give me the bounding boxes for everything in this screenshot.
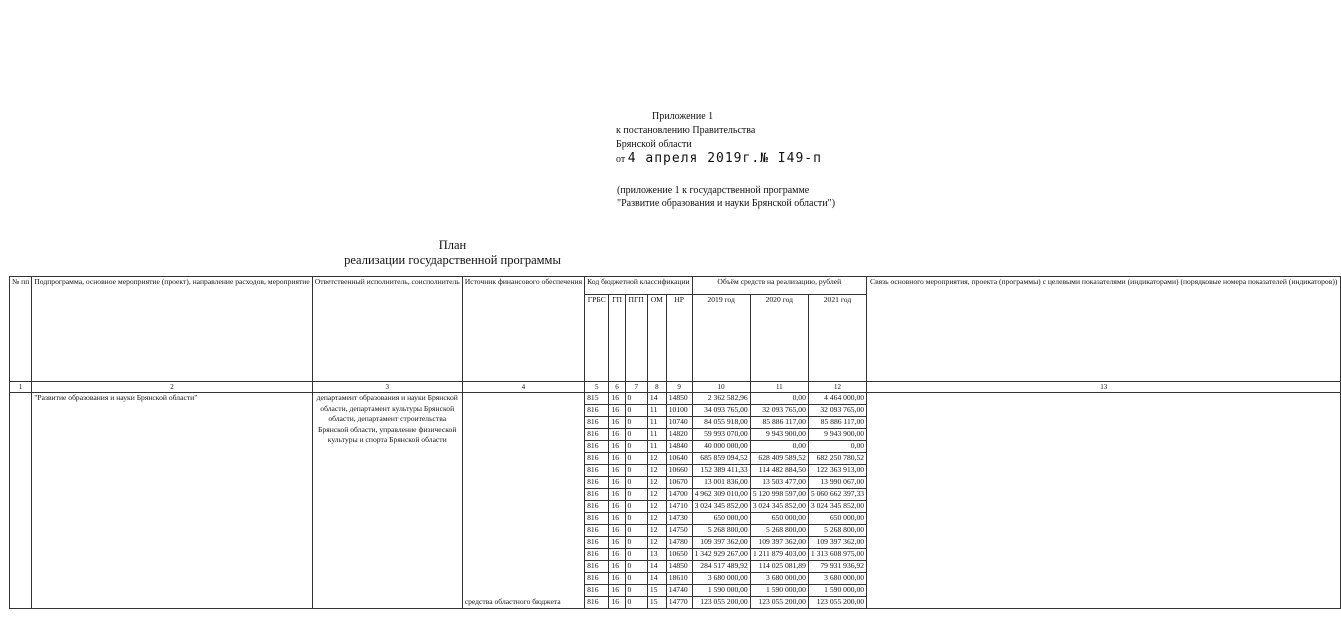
cell-y2020: 114 025 081,89 (750, 561, 808, 573)
cell-y2021: 122 363 913,00 (808, 465, 866, 477)
cell-gp: 16 (609, 393, 625, 405)
col-number: 12 (808, 382, 866, 393)
cell-om: 14 (647, 573, 666, 585)
cell-y2020: 3 024 345 852,00 (750, 501, 808, 513)
title-line2: реализации государственной программы (344, 253, 561, 267)
cell-grbs: 816 (585, 417, 609, 429)
cell-gp: 16 (609, 537, 625, 549)
cell-om: 11 (647, 417, 666, 429)
col-number: 5 (585, 382, 609, 393)
cell-gp: 16 (609, 429, 625, 441)
col-number: 10 (692, 382, 750, 393)
cell-gp: 16 (609, 525, 625, 537)
cell-gp: 16 (609, 441, 625, 453)
cell-nr: 14820 (666, 429, 692, 441)
cell-pgp: 0 (625, 465, 647, 477)
col-number: 9 (666, 382, 692, 393)
cell-nr: 18610 (666, 573, 692, 585)
cell-gp: 16 (609, 477, 625, 489)
cell-pgp: 0 (625, 405, 647, 417)
header-num: № пп (10, 277, 32, 382)
cell-om: 15 (647, 585, 666, 597)
cell-y2019: 5 268 800,00 (692, 525, 750, 537)
cell-y2021: 9 943 900,00 (808, 429, 866, 441)
cell-gp: 16 (609, 489, 625, 501)
cell-y2020: 123 055 200,00 (750, 597, 808, 609)
cell-y2021: 682 250 780,52 (808, 453, 866, 465)
cell-pgp: 0 (625, 501, 647, 513)
cell-y2019: 123 055 200,00 (692, 597, 750, 609)
header-nr: НР (666, 295, 692, 382)
header-budget-code: Код бюджетной классификации (585, 277, 692, 295)
cell-y2021: 79 931 936,92 (808, 561, 866, 573)
cell-pgp: 0 (625, 477, 647, 489)
col-number: 11 (750, 382, 808, 393)
cell-grbs: 816 (585, 597, 609, 609)
header-volume: Объём средств на реализацию, рублей (692, 277, 866, 295)
cell-grbs: 816 (585, 561, 609, 573)
cell-om: 13 (647, 549, 666, 561)
cell-gp: 16 (609, 549, 625, 561)
cell-y2021: 5 060 662 397,33 (808, 489, 866, 501)
cell-nr: 14780 (666, 537, 692, 549)
cell-pgp: 0 (625, 393, 647, 405)
cell-om: 14 (647, 393, 666, 405)
cell-grbs: 815 (585, 393, 609, 405)
link-cell (867, 393, 1341, 609)
cell-y2019: 1 342 929 267,00 (692, 549, 750, 561)
cell-om: 11 (647, 429, 666, 441)
header-2019: 2019 год (692, 295, 750, 382)
source-cell: средства областного бюджета (462, 393, 584, 609)
cell-pgp: 0 (625, 453, 647, 465)
cell-om: 14 (647, 561, 666, 573)
appendix-line2: к постановлению Правительства (616, 125, 756, 136)
date-handwritten: 4 апреля 2019г.№ І49-п (627, 151, 822, 166)
cell-nr: 14710 (666, 501, 692, 513)
cell-pgp: 0 (625, 561, 647, 573)
cell-y2019: 4 962 309 010,00 (692, 489, 750, 501)
cell-nr: 10670 (666, 477, 692, 489)
cell-y2020: 5 268 800,00 (750, 525, 808, 537)
cell-y2021: 32 093 765,00 (808, 405, 866, 417)
document-title (0, 238, 905, 268)
header-link: Связь основного мероприятия, проекта (программы) с целевыми показателями (индикаторами) (порядковые номера показателей (индикаторов)) (867, 277, 1341, 382)
cell-pgp: 0 (625, 549, 647, 561)
note-line2: "Развитие образования и науки Брянской области") (617, 198, 836, 209)
cell-nr: 10660 (666, 465, 692, 477)
appendix-line1: Приложение 1 (652, 111, 714, 122)
cell-y2020: 13 503 477,00 (750, 477, 808, 489)
cell-pgp: 0 (625, 513, 647, 525)
col-number: 4 (462, 382, 584, 393)
header-2021: 2021 год (808, 295, 866, 382)
cell-y2019: 109 397 362,00 (692, 537, 750, 549)
cell-y2020: 114 482 884,50 (750, 465, 808, 477)
cell-nr: 10100 (666, 405, 692, 417)
header-executor: Ответственный исполнитель, соисполнитель (312, 277, 462, 382)
cell-y2019: 3 680 000,00 (692, 573, 750, 585)
cell-pgp: 0 (625, 525, 647, 537)
cell-nr: 10650 (666, 549, 692, 561)
appendix-header (616, 110, 822, 167)
col-number: 3 (312, 382, 462, 393)
cell-om: 12 (647, 537, 666, 549)
cell-om: 12 (647, 489, 666, 501)
cell-y2020: 650 000,00 (750, 513, 808, 525)
cell-y2021: 13 990 067,00 (808, 477, 866, 489)
header-grbs: ГРБС (585, 295, 609, 382)
cell-y2021: 123 055 200,00 (808, 597, 866, 609)
cell-grbs: 816 (585, 405, 609, 417)
appendix-date (616, 152, 822, 167)
cell-grbs: 816 (585, 453, 609, 465)
cell-pgp: 0 (625, 573, 647, 585)
date-prefix: от (616, 154, 626, 165)
row-number-cell (10, 393, 32, 609)
cell-y2019: 84 055 918,00 (692, 417, 750, 429)
cell-grbs: 816 (585, 441, 609, 453)
cell-y2019: 1 590 000,00 (692, 585, 750, 597)
cell-y2020: 0,00 (750, 393, 808, 405)
cell-y2021: 3 680 000,00 (808, 573, 866, 585)
cell-y2019: 59 993 070,00 (692, 429, 750, 441)
cell-y2019: 2 362 582,96 (692, 393, 750, 405)
cell-y2021: 650 000,00 (808, 513, 866, 525)
col-number: 13 (867, 382, 1341, 393)
cell-nr: 14730 (666, 513, 692, 525)
cell-y2019: 34 093 765,00 (692, 405, 750, 417)
cell-grbs: 816 (585, 573, 609, 585)
cell-y2019: 152 389 411,33 (692, 465, 750, 477)
cell-gp: 16 (609, 573, 625, 585)
cell-om: 12 (647, 477, 666, 489)
cell-nr: 14850 (666, 561, 692, 573)
cell-y2020: 628 409 589,52 (750, 453, 808, 465)
cell-om: 12 (647, 513, 666, 525)
title-line1: План (438, 238, 467, 252)
col-number: 2 (32, 382, 312, 393)
cell-y2021: 85 886 117,00 (808, 417, 866, 429)
cell-y2020: 32 093 765,00 (750, 405, 808, 417)
cell-om: 12 (647, 465, 666, 477)
cell-y2019: 650 000,00 (692, 513, 750, 525)
col-number: 1 (10, 382, 32, 393)
cell-y2021: 4 464 000,00 (808, 393, 866, 405)
cell-y2019: 3 024 345 852,00 (692, 501, 750, 513)
cell-nr: 14700 (666, 489, 692, 501)
cell-gp: 16 (609, 465, 625, 477)
cell-pgp: 0 (625, 537, 647, 549)
executor-cell: департамент образования и науки Брянской области, департамент культуры Брянской области, департамент строительства Брянской области, управление физической культуры и спорта Брянской области (312, 393, 462, 609)
plan-table (9, 276, 1341, 609)
cell-grbs: 816 (585, 429, 609, 441)
cell-y2019: 13 001 836,00 (692, 477, 750, 489)
cell-y2021: 1 590 000,00 (808, 585, 866, 597)
cell-om: 11 (647, 441, 666, 453)
cell-y2020: 9 943 900,00 (750, 429, 808, 441)
program-note (617, 184, 835, 210)
cell-grbs: 816 (585, 525, 609, 537)
cell-pgp: 0 (625, 597, 647, 609)
cell-nr: 14740 (666, 585, 692, 597)
cell-gp: 16 (609, 597, 625, 609)
note-line1: (приложение 1 к государственной программе (617, 185, 810, 196)
cell-y2020: 85 886 117,00 (750, 417, 808, 429)
cell-gp: 16 (609, 417, 625, 429)
cell-gp: 16 (609, 405, 625, 417)
cell-grbs: 816 (585, 537, 609, 549)
cell-gp: 16 (609, 453, 625, 465)
cell-y2019: 685 859 094,52 (692, 453, 750, 465)
cell-grbs: 816 (585, 477, 609, 489)
cell-y2021: 3 024 345 852,00 (808, 501, 866, 513)
column-number-row (10, 382, 1341, 393)
cell-om: 12 (647, 453, 666, 465)
cell-om: 15 (647, 597, 666, 609)
cell-grbs: 816 (585, 585, 609, 597)
cell-nr: 14770 (666, 597, 692, 609)
cell-y2021: 109 397 362,00 (808, 537, 866, 549)
cell-gp: 16 (609, 561, 625, 573)
header-source: Источник финансового обеспечения (462, 277, 584, 382)
program-name-cell: "Развитие образования и науки Брянской области" (32, 393, 312, 609)
cell-y2020: 109 397 362,00 (750, 537, 808, 549)
cell-gp: 16 (609, 513, 625, 525)
cell-gp: 16 (609, 501, 625, 513)
cell-y2020: 5 120 998 597,00 (750, 489, 808, 501)
cell-nr: 10640 (666, 453, 692, 465)
cell-pgp: 0 (625, 585, 647, 597)
col-number: 7 (625, 382, 647, 393)
cell-grbs: 816 (585, 489, 609, 501)
cell-gp: 16 (609, 585, 625, 597)
cell-y2019: 40 000 000,00 (692, 441, 750, 453)
cell-nr: 14750 (666, 525, 692, 537)
cell-y2020: 3 680 000,00 (750, 573, 808, 585)
cell-pgp: 0 (625, 441, 647, 453)
cell-grbs: 816 (585, 465, 609, 477)
cell-nr: 10740 (666, 417, 692, 429)
table-row (10, 393, 1341, 405)
cell-y2021: 1 313 608 975,00 (808, 549, 866, 561)
cell-pgp: 0 (625, 429, 647, 441)
cell-y2020: 0,00 (750, 441, 808, 453)
header-2020: 2020 год (750, 295, 808, 382)
header-row-1 (10, 277, 1341, 295)
cell-om: 12 (647, 501, 666, 513)
cell-nr: 14850 (666, 393, 692, 405)
cell-om: 12 (647, 525, 666, 537)
cell-y2020: 1 590 000,00 (750, 585, 808, 597)
header-om: ОМ (647, 295, 666, 382)
cell-grbs: 816 (585, 549, 609, 561)
cell-pgp: 0 (625, 417, 647, 429)
cell-y2019: 284 517 489,92 (692, 561, 750, 573)
cell-om: 11 (647, 405, 666, 417)
col-number: 8 (647, 382, 666, 393)
header-pgp: ПГП (625, 295, 647, 382)
cell-pgp: 0 (625, 489, 647, 501)
header-subprogram: Подпрограмма, основное мероприятие (проект), направление расходов, мероприятие (32, 277, 312, 382)
cell-y2020: 1 211 879 403,00 (750, 549, 808, 561)
cell-y2021: 5 268 800,00 (808, 525, 866, 537)
cell-nr: 14840 (666, 441, 692, 453)
col-number: 6 (609, 382, 625, 393)
cell-grbs: 816 (585, 513, 609, 525)
header-gp: ГП (609, 295, 625, 382)
cell-y2021: 0,00 (808, 441, 866, 453)
appendix-line3: Брянской области (616, 139, 692, 150)
cell-grbs: 816 (585, 501, 609, 513)
